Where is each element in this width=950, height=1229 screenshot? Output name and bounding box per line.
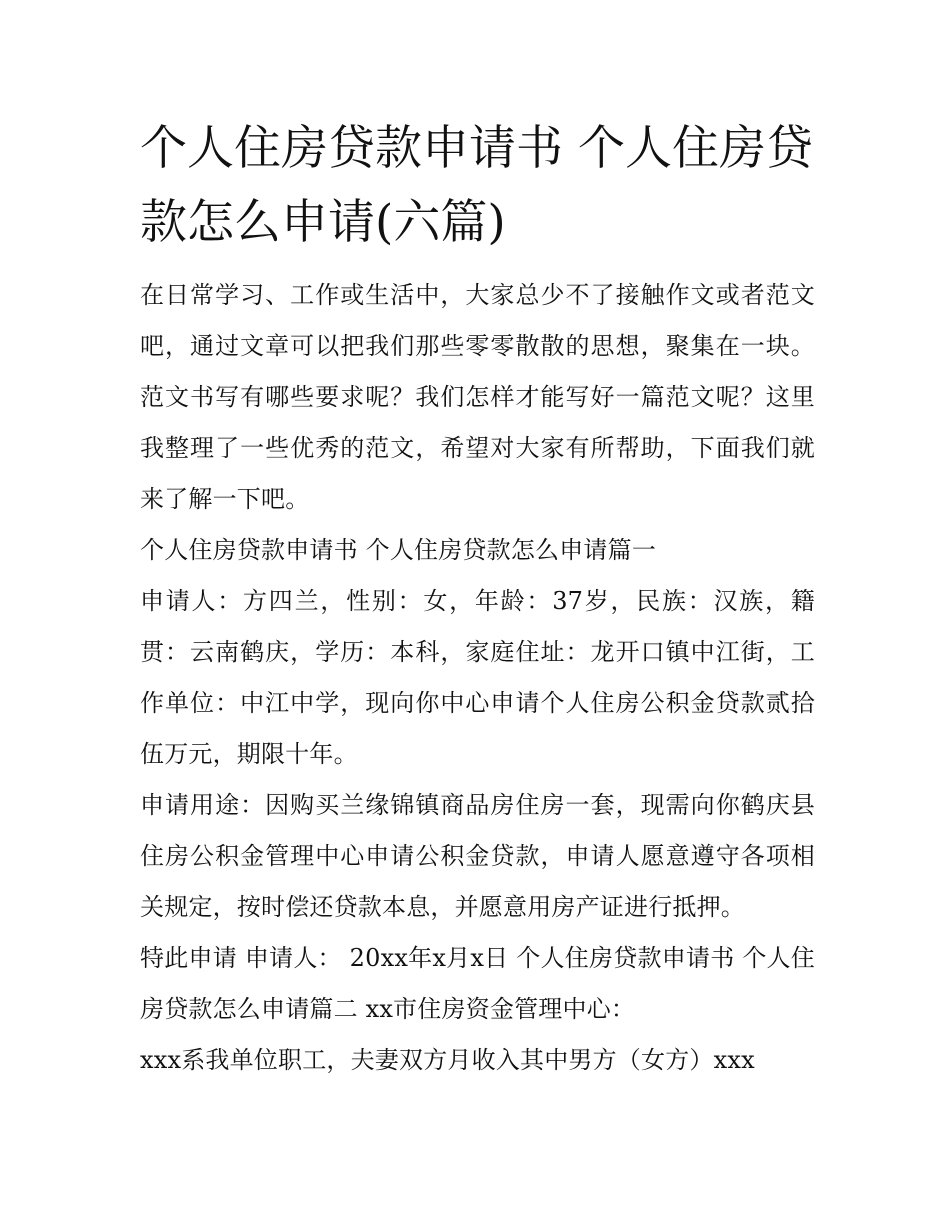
employee-income-paragraph: xxx系我单位职工，夫妻双方月收入其中男方（女方）xxx	[140, 1046, 755, 1074]
intro-paragraph: 在日常学习、工作或生活中，大家总少不了接触作文或者范文吧，通过文章可以把我们那些零零散散的思想，聚集在一块。范文书写有哪些要求呢？我们怎样才能写好一篇范文呢？这里我整理了一些优秀的范文，希望对大家有所帮助，下面我们就来了解一下吧。	[140, 281, 815, 513]
application-purpose-paragraph: 申请用途：因购买兰缘锦镇商品房住房一套，现需向你鹤庆县住房公积金管理中心申请公积金贷款，申请人愿意遵守各项相关规定，按时偿还贷款本息，并愿意用房产证进行抵押。	[140, 791, 815, 921]
document-title: 个人住房贷款申请书 个人住房贷款怎么申请(六篇)	[140, 121, 813, 250]
applicant-info-paragraph: 申请人：方四兰，性别：女，年龄：37岁，民族：汉族，籍贯：云南鹤庆，学历：本科，家庭住址：龙开口镇中江街，工作单位：中江中学，现向你中心申请个人住房公积金贷款贰拾伍万元，期限十年。	[140, 587, 815, 768]
section-heading-one: 个人住房贷款申请书 个人住房贷款怎么申请篇一	[140, 536, 657, 564]
document-body	[140, 112, 815, 1086]
closing-paragraph: 特此申请 申请人： 20xx年x月x日 个人住房贷款申请书 个人住房贷款怎么申请篇二 xx市住房资金管理中心：	[140, 944, 815, 1023]
